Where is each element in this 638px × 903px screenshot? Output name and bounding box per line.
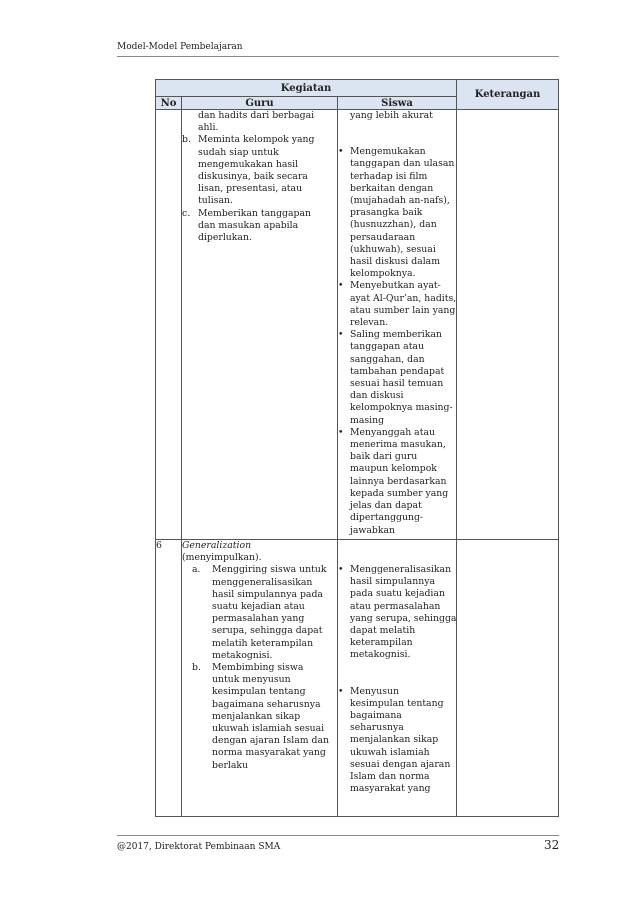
guru-cell	[182, 110, 338, 540]
text-line: serupa, sehingga dapat	[212, 625, 323, 637]
text-line: Saling memberikan	[350, 329, 442, 341]
text-line: tulisan.	[198, 195, 233, 207]
table-row	[156, 110, 559, 540]
list-item	[338, 564, 456, 662]
text-line: berkaitan dengan	[350, 182, 434, 194]
row-number	[156, 110, 182, 540]
bullet-icon: •	[338, 146, 344, 158]
text-line: persaudaraan	[350, 231, 416, 243]
text-line: Memberikan tanggapan	[198, 207, 312, 219]
list-item	[192, 564, 337, 662]
text-line: tambahan pendapat	[350, 365, 445, 377]
siswa-cell	[338, 540, 457, 817]
list-item	[338, 686, 456, 796]
text-line: bagaimana seharusnya	[212, 698, 321, 710]
text-line: pada suatu kejadian	[350, 588, 445, 600]
text-line: untuk menyusun	[212, 674, 291, 686]
text-line: (ukhuwah), sesuai	[350, 243, 436, 255]
step-title: Generalization	[182, 540, 252, 551]
bullet-icon: •	[338, 426, 344, 438]
siswa-cell	[338, 110, 457, 540]
text-line: diperlukan.	[198, 232, 252, 244]
text-line: terhadap isi film	[350, 170, 428, 182]
bullet-icon: •	[338, 685, 344, 697]
text-line: sanggahan, dan	[350, 353, 425, 365]
text-line: menggeneralisasikan	[212, 576, 313, 588]
text-line: atau permasalahan	[350, 600, 441, 612]
text-line: Islam dan norma	[350, 771, 430, 783]
text-line: Menggeneralisasikan	[350, 564, 452, 575]
text-line: yang lebih akurat	[350, 110, 433, 121]
text-line: jelas dan dapat	[350, 500, 422, 512]
text-line: Menyusun	[350, 685, 399, 697]
text-line: ahli.	[198, 122, 219, 134]
text-line: menjalankan sikap	[350, 734, 439, 746]
text-line: Mengemukakan	[350, 146, 426, 158]
text-line: ayat Al-Qur’an, hadits,	[350, 292, 457, 304]
text-line: baik dari guru	[350, 451, 418, 463]
text-line: lisan, presentasi, atau	[198, 183, 303, 195]
header-divider	[117, 56, 559, 57]
text-line: Membimbing siswa	[212, 662, 304, 674]
text-line: masing	[350, 414, 385, 426]
list-item	[338, 329, 456, 427]
text-line: sudah siap untuk	[198, 146, 279, 158]
text-line: mengemukakan hasil	[198, 158, 299, 170]
step-subtitle: (menyimpulkan).	[182, 552, 262, 564]
list-item	[182, 134, 337, 207]
siswa-header: Siswa	[338, 97, 457, 110]
text-line: dan hadits dari berbagai	[198, 110, 315, 121]
text-line: (mujahadah an-nafs),	[350, 195, 450, 207]
text-line: (husnuzzhan), dan	[350, 219, 437, 231]
activity-table	[155, 79, 559, 817]
text-line: jawabkan	[350, 524, 396, 536]
page-footer: @2017, Direktorat Pembinaan SMA	[117, 842, 281, 852]
text-line: norma masyarakat yang	[212, 747, 326, 759]
text-line: dengan ajaran Islam dan	[212, 735, 329, 747]
row-number: 6	[156, 540, 182, 817]
text-line: metakognisi.	[350, 649, 411, 661]
list-item	[338, 280, 456, 329]
list-marker: b.	[192, 662, 201, 674]
text-line: ukuwah islamiah	[350, 746, 430, 758]
text-line: metakognisi.	[212, 649, 273, 661]
bullet-icon: •	[338, 280, 344, 292]
text-line: diskusinya, baik secara	[198, 171, 308, 183]
text-line: maupun kelompok	[350, 463, 437, 475]
text-line: menjalankan sikap	[212, 710, 301, 722]
text-line: Menggiring siswa untuk	[212, 564, 327, 576]
list-item	[338, 146, 456, 280]
text-line: keterampilan	[350, 637, 413, 649]
text-line: ukuwah islamiah sesuai	[212, 723, 325, 735]
text-line: suatu kejadian atau	[212, 601, 305, 613]
text-line: masyarakat yang	[350, 783, 431, 795]
text-line: dipertanggung-	[350, 512, 424, 524]
text-line: hasil diskusi dalam	[350, 256, 441, 268]
bullet-icon: •	[338, 564, 344, 575]
list-item	[182, 208, 337, 245]
text-line: dan diskusi	[350, 390, 404, 402]
text-line: dapat melatih	[350, 625, 416, 637]
text-line: hasil simpulannya pada	[212, 588, 323, 600]
page-number: 32	[544, 838, 560, 852]
table-row	[156, 540, 559, 817]
text-line: sesuai dengan ajaran	[350, 758, 451, 770]
bullet-icon: •	[338, 329, 344, 341]
text-line: permasalahan yang	[212, 613, 305, 625]
list-item	[192, 662, 337, 772]
keterangan-cell	[457, 540, 559, 817]
text-line: bagaimana	[350, 710, 402, 722]
guru-cell	[182, 540, 338, 817]
text-line: kesimpulan tentang	[350, 697, 444, 709]
text-line: atau sumber lain yang	[350, 304, 456, 316]
keterangan-cell	[457, 110, 559, 540]
text-line: melatih keterampilan	[212, 637, 314, 649]
keterangan-header: Keterangan	[457, 80, 559, 110]
text-line: kelompoknya.	[350, 268, 416, 280]
no-header: No	[156, 97, 182, 110]
text-line: tanggapan atau	[350, 341, 424, 353]
text-line: menerima masukan,	[350, 439, 446, 451]
text-line: prasangka baik	[350, 207, 423, 219]
text-line: relevan.	[350, 317, 389, 329]
text-line: Menyanggah atau	[350, 426, 435, 438]
page-header: Model-Model Pembelajaran	[117, 42, 243, 52]
text-line: seharusnya	[350, 722, 404, 734]
text-line: sesuai hasil temuan	[350, 378, 444, 390]
text-line: Meminta kelompok yang	[198, 134, 315, 146]
text-line: hasil simpulannya	[350, 576, 435, 588]
text-line: dan masukan apabila	[198, 219, 299, 231]
list-marker: b.	[182, 134, 191, 146]
text-line: Menyebutkan ayat-	[350, 280, 441, 292]
text-line: kesimpulan tentang	[212, 686, 306, 698]
text-line: lainnya berdasarkan	[350, 475, 447, 487]
text-line: berlaku	[212, 759, 249, 771]
text-line: yang serupa, sehingga	[350, 612, 457, 624]
list-marker: a.	[192, 564, 201, 576]
text-line: kepada sumber yang	[350, 487, 449, 499]
text-line: kelompoknya masing-	[350, 402, 453, 414]
list-marker: c.	[182, 207, 191, 219]
guru-header: Guru	[182, 97, 338, 110]
footer-divider	[117, 835, 559, 836]
list-item	[338, 427, 456, 537]
kegiatan-header: Kegiatan	[156, 80, 457, 97]
text-line: tanggapan dan ulasan	[350, 158, 455, 170]
